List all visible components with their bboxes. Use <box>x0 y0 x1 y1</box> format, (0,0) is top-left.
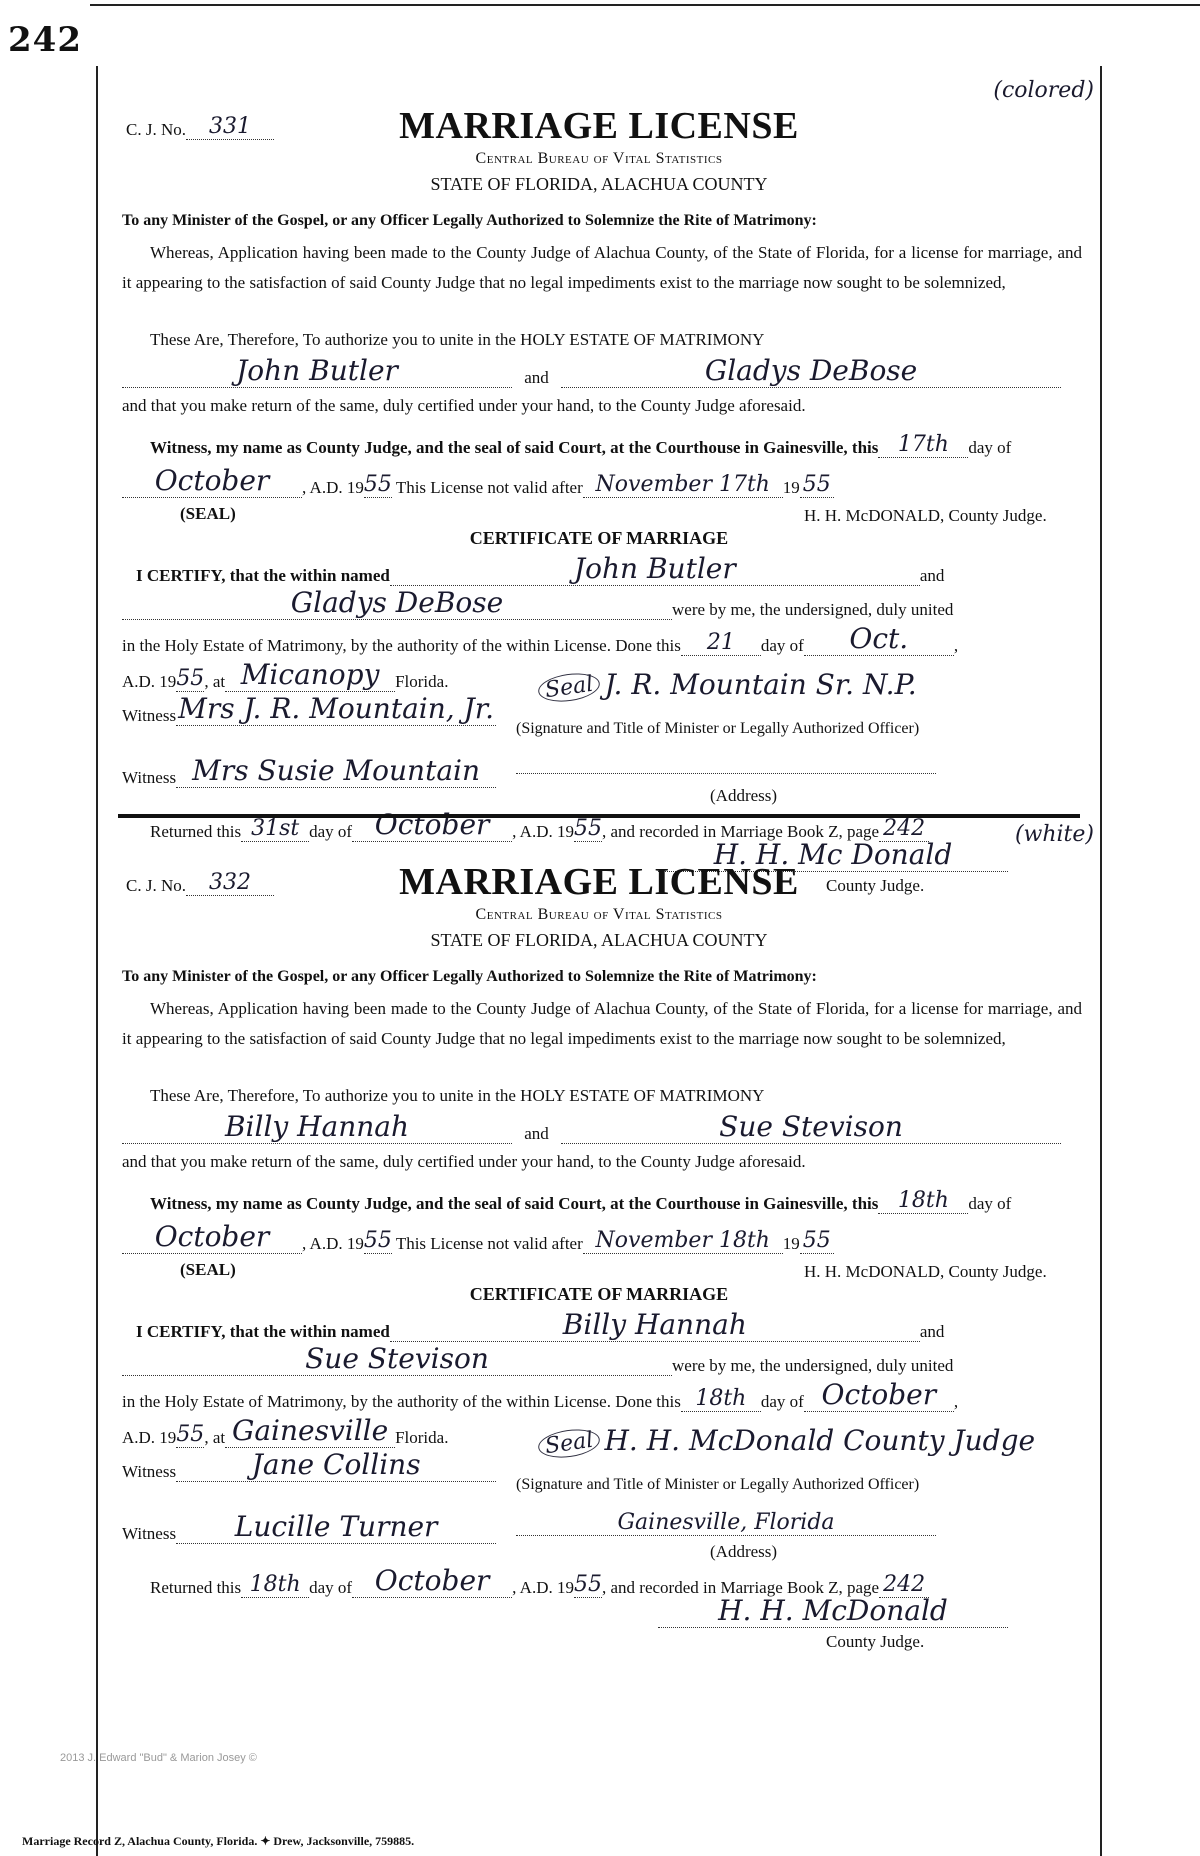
address-label: (Address) <box>710 786 778 805</box>
state-county: STATE OF FLORIDA, ALACHUA COUNTY <box>430 930 768 950</box>
groom-name: John Butler <box>122 354 512 388</box>
witness1-line: WitnessMrs J. R. Mountain, Jr. <box>122 692 496 726</box>
bureau-line: Central Bureau of Vital Statistics <box>475 906 723 923</box>
seal-label: (SEAL) <box>180 1260 236 1279</box>
cj-number: C. J. No. 332 <box>126 870 274 896</box>
authorize-line: These Are, Therefore, To authorize you to unite in the HOLY ESTATE OF MATRIMONY <box>150 1086 765 1105</box>
parties-line: John Butler and Gladys DeBose <box>122 354 1061 388</box>
address-label: (Address) <box>710 1542 778 1561</box>
license-title: MARRIAGE LICENSE <box>399 105 799 147</box>
seal-stamp: Seal <box>536 1426 601 1461</box>
officer-label: (Signature and Title of Minister or Legally Authorized Officer) <box>516 720 920 737</box>
judge-signature: H. H. McDonald <box>658 1594 1008 1628</box>
top-rule <box>90 4 1200 6</box>
salutation: To any Minister of the Gospel, or any Officer Legally Authorized to Solemnize the Rite of Matrimony: <box>122 212 817 229</box>
state-county: STATE OF FLORIDA, ALACHUA COUNTY <box>430 174 768 194</box>
witness-issue-line: Witness, my name as County Judge, and the seal of said Court, at the Courthouse in Gainesville, this 18th day of <box>150 1188 1012 1213</box>
bureau-line: Central Bureau of Vital Statistics <box>475 150 723 167</box>
witness2-line: Witness Mrs Susie Mountain <box>122 754 496 788</box>
certificate-title: CERTIFICATE OF MARRIAGE <box>469 528 729 548</box>
county-judge-label: County Judge. <box>826 876 925 895</box>
judge-signature: H. H. Mc Donald <box>658 838 1008 872</box>
bride-certify-line: Gladys DeBose were by me, the undersigned, duly united <box>122 586 953 620</box>
return-line: and that you make return of the same, duly certified under your hand, to the County Judge aforesaid. <box>122 1152 806 1171</box>
groom-name: Billy Hannah <box>122 1110 512 1144</box>
bride-name: Sue Stevison <box>561 1110 1061 1144</box>
ledger-footer: Marriage Record Z, Alachua County, Florida. ✦ Drew, Jacksonville, 759885. <box>22 1834 415 1848</box>
witness-issue-line: Witness, my name as County Judge, and the seal of said Court, at the Courthouse in Gainesville, this 17th day of <box>150 432 1012 457</box>
whereas-paragraph: Whereas, Application having been made to the County Judge of Alachua County, of the State of Florida, for a license for marriage, and it appearing to the satisfaction of said County Judge that no legal impediments exist to the marriage now sought to be solemnized, <box>122 243 1082 292</box>
issue-date-line: October , A.D. 1955 This License not valid after November 18th 19 55 <box>122 1220 834 1254</box>
certificate-title: CERTIFICATE OF MARRIAGE <box>469 1284 729 1304</box>
judge-label: H. H. McDONALD, County Judge. <box>804 506 1047 525</box>
race-note: (colored) <box>993 78 1094 103</box>
returned-line: Returned this 31st day of October , A.D. 1955, and recorded in Marriage Book Z, page 242 <box>150 808 929 842</box>
return-line: and that you make return of the same, duly certified under your hand, to the County Judge aforesaid. <box>122 396 806 415</box>
ledger-frame <box>96 66 1102 1856</box>
cj-number: C. J. No. 331 <box>126 114 274 140</box>
seal-stamp: Seal <box>536 670 601 705</box>
bride-name: Gladys DeBose <box>561 354 1061 388</box>
officer-signature: Seal J. R. Mountain Sr. N.P. <box>538 668 917 701</box>
address-line: Gainesville, Florida <box>516 1510 936 1536</box>
issue-date-line: October , A.D. 1955 This License not valid after November 17th 19 55 <box>122 464 834 498</box>
copyright-watermark: 2013 J. Edward "Bud" & Marion Josey © <box>60 1752 257 1764</box>
witness1-line: Witness Jane Collins <box>122 1448 496 1482</box>
returned-line: Returned this 18th day of October , A.D. 1955, and recorded in Marriage Book Z, page 242 <box>150 1564 929 1598</box>
witness2-line: Witness Lucille Turner <box>122 1510 496 1544</box>
bride-certify-line: Sue Stevison were by me, the undersigned, duly united <box>122 1342 953 1376</box>
officer-signature: Seal H. H. McDonald County Judge <box>538 1424 1035 1457</box>
done-line: in the Holy Estate of Matrimony, by the authority of the within License. Done this 18th day of October , <box>122 1378 959 1411</box>
race-note: (white) <box>1014 822 1094 847</box>
place-line: A.D. 1955, at Gainesville Florida. <box>122 1414 449 1447</box>
certify-line: I CERTIFY, that the within named Billy Hannah and <box>136 1308 945 1341</box>
salutation: To any Minister of the Gospel, or any Officer Legally Authorized to Solemnize the Rite of Matrimony: <box>122 968 817 985</box>
place-line: A.D. 1955, at Micanopy Florida. <box>122 658 449 691</box>
license-title: MARRIAGE LICENSE <box>399 861 799 903</box>
officer-label: (Signature and Title of Minister or Legally Authorized Officer) <box>516 1476 920 1493</box>
seal-label: (SEAL) <box>180 504 236 523</box>
judge-label: H. H. McDONALD, County Judge. <box>804 1262 1047 1281</box>
certify-line: I CERTIFY, that the within named John Butler and <box>136 552 945 585</box>
done-line: in the Holy Estate of Matrimony, by the authority of the within License. Done this 21 day of Oct. , <box>122 622 959 655</box>
address-line <box>516 754 936 774</box>
record-separator <box>118 814 1080 818</box>
county-judge-label: County Judge. <box>826 1632 925 1651</box>
page-number: 242 <box>8 20 82 60</box>
parties-line: Billy Hannah and Sue Stevison <box>122 1110 1061 1144</box>
authorize-line: These Are, Therefore, To authorize you to unite in the HOLY ESTATE OF MATRIMONY <box>150 330 765 349</box>
whereas-paragraph: Whereas, Application having been made to the County Judge of Alachua County, of the State of Florida, for a license for marriage, and it appearing to the satisfaction of said County Judge that no legal impediments exist to the marriage now sought to be solemnized, <box>122 999 1082 1048</box>
